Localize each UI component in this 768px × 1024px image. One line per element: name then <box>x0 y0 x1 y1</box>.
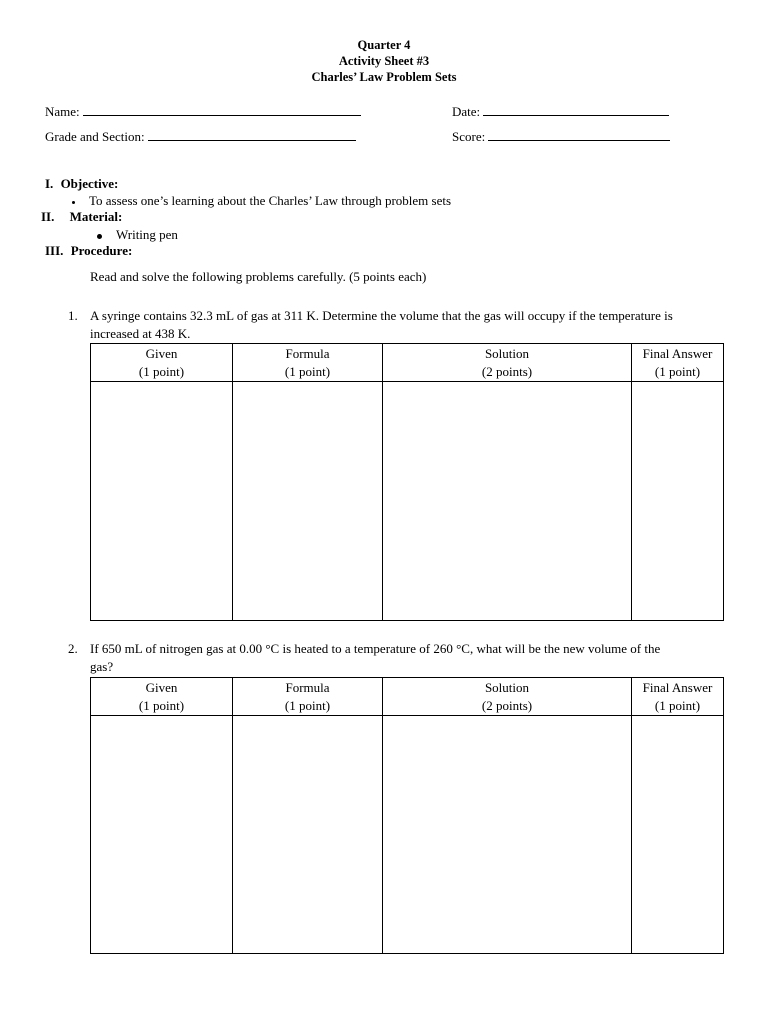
column-header-final-answer: Final Answer (1 point) <box>632 344 724 382</box>
problem-2-number: 2. <box>68 641 78 656</box>
material-item <box>97 227 178 243</box>
problem-2-text-line2: gas? <box>90 659 114 674</box>
date-field[interactable] <box>452 103 669 120</box>
header-activity-sheet: Activity Sheet #3 <box>338 54 430 68</box>
column-header-given: Given (1 point) <box>91 344 233 382</box>
column-header-solution: Solution (2 points) <box>383 344 632 382</box>
procedure-instructions: Read and solve the following problems carefully. (5 points each) <box>90 269 427 284</box>
objective-text: To assess one’s learning about the Charles’ Law through problem sets <box>89 193 452 208</box>
page-title: Charles’ Law Problem Sets <box>311 70 457 84</box>
column-header-solution: Solution (2 points) <box>383 678 632 716</box>
header-quarter: Quarter 4 <box>357 38 411 52</box>
material-number: II. <box>41 209 55 224</box>
bullet-icon <box>72 201 75 204</box>
grade-section-blank[interactable] <box>148 128 356 141</box>
formula-answer-cell[interactable] <box>233 382 383 621</box>
objective-number: I. <box>45 176 54 191</box>
date-blank[interactable] <box>483 103 669 116</box>
objective-item <box>72 193 451 209</box>
solution-answer-cell[interactable] <box>383 382 632 621</box>
name-field[interactable] <box>45 103 361 120</box>
problem-1-text-line1: A syringe contains 32.3 mL of gas at 311 K. Determine the volume that the gas will occupy if the temperature is <box>90 308 673 323</box>
material-text: Writing pen <box>116 227 178 242</box>
table-answer-row[interactable] <box>91 382 724 621</box>
objective-heading <box>45 176 118 192</box>
score-blank[interactable] <box>488 128 670 141</box>
score-field[interactable] <box>452 128 670 145</box>
material-heading <box>41 209 122 225</box>
grade-section-label: Grade and Section: <box>45 129 145 144</box>
given-answer-cell[interactable] <box>91 716 233 954</box>
grade-section-field[interactable] <box>45 128 356 145</box>
score-label: Score: <box>452 129 486 144</box>
table-answer-row[interactable] <box>91 716 724 954</box>
problem-1-answer-table <box>90 343 724 621</box>
bullet-icon <box>97 234 102 239</box>
formula-answer-cell[interactable] <box>233 716 383 954</box>
procedure-number: III. <box>45 243 64 258</box>
name-label: Name: <box>45 104 80 119</box>
final-answer-cell[interactable] <box>632 716 724 954</box>
objective-title: Objective: <box>60 176 119 191</box>
material-title: Material: <box>69 209 123 224</box>
problem-1-text-line2: increased at 438 K. <box>90 326 191 341</box>
column-header-final-answer: Final Answer (1 point) <box>632 678 724 716</box>
date-label: Date: <box>452 104 481 119</box>
final-answer-cell[interactable] <box>632 382 724 621</box>
name-blank[interactable] <box>83 103 361 116</box>
problem-2-text-line1: If 650 mL of nitrogen gas at 0.00 °C is heated to a temperature of 260 °C, what will be the new volume of the <box>90 641 661 656</box>
column-header-given: Given (1 point) <box>91 678 233 716</box>
procedure-heading <box>45 243 132 259</box>
solution-answer-cell[interactable] <box>383 716 632 954</box>
procedure-title: Procedure: <box>70 243 133 258</box>
problem-1-number: 1. <box>68 308 78 323</box>
column-header-formula: Formula (1 point) <box>233 678 383 716</box>
problem-2-answer-table <box>90 677 724 954</box>
given-answer-cell[interactable] <box>91 382 233 621</box>
column-header-formula: Formula (1 point) <box>233 344 383 382</box>
table-header-row <box>91 678 724 716</box>
table-header-row <box>91 344 724 382</box>
